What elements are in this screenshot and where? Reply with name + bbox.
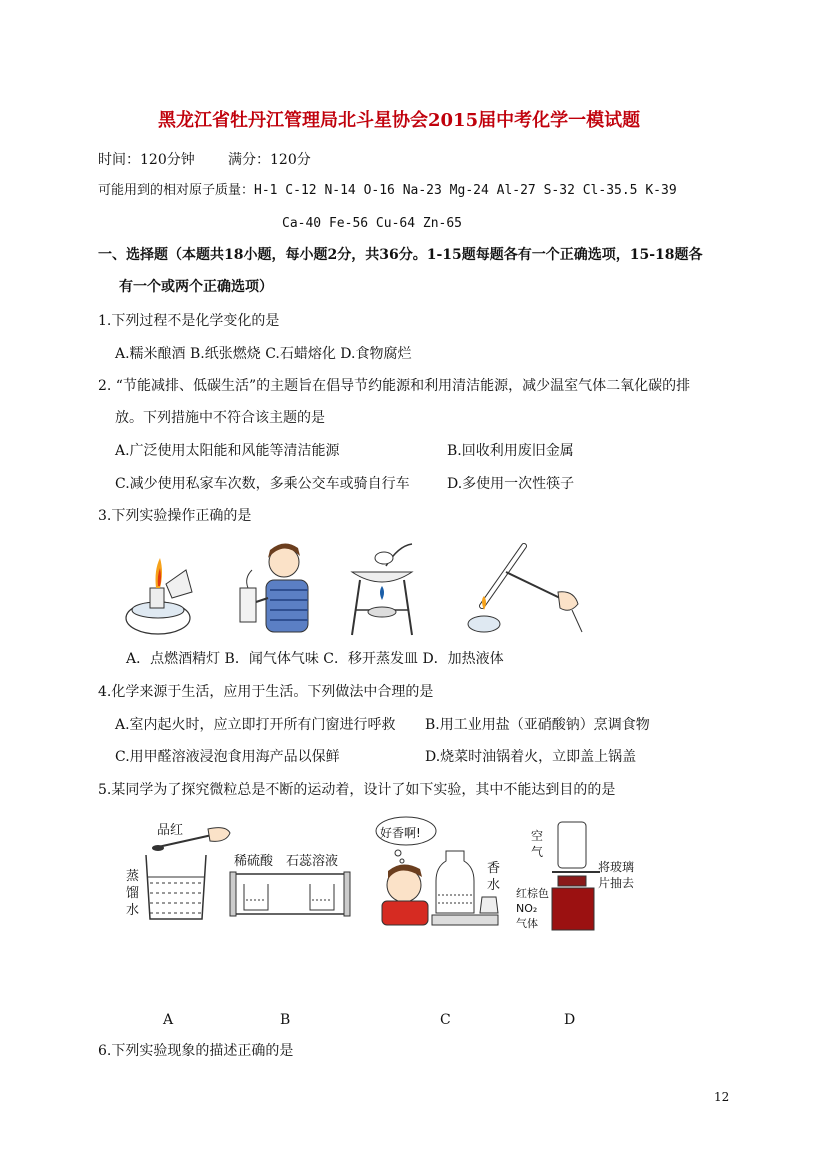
page-number: 12 xyxy=(714,1090,730,1104)
fig-d-label2: 气 xyxy=(531,845,544,859)
fig-a-label2: 蒸 xyxy=(126,869,140,884)
fig-c-label1: 香 xyxy=(487,861,501,876)
fig-b-label2: 石蕊溶液 xyxy=(286,854,339,869)
q2-stem-line1: 2. “节能减排、低碳生活”的主题旨在倡导节约能源和利用清洁能源，减少温室气体二氧化碳的排 xyxy=(98,378,691,394)
fig-d-label7: 气体 xyxy=(516,917,538,930)
fig-d-label3: 将玻璃 xyxy=(598,860,635,874)
fig-letter-a: A xyxy=(163,1012,174,1028)
q3-options: A．点燃酒精灯 B．闻气体气味 C．移开蒸发皿 D．加热液体 xyxy=(126,651,504,667)
q6-stem: 6.下列实验现象的描述正确的是 xyxy=(98,1043,294,1059)
q1-options: A.糯米酿酒 B.纸张燃烧 C.石蜡熔化 D.食物腐烂 xyxy=(115,346,412,362)
fig-letter-b: B xyxy=(280,1012,291,1028)
fig-a-label1: 品红 xyxy=(157,823,184,838)
q5-stem: 5.某同学为了探究微粒总是不断的运动着，设计了如下实验，其中不能达到目的的是 xyxy=(98,782,616,798)
section-heading-line1: 一、选择题（本题共18小题，每小题2分，共36分。1-15题每题各有一个正确选项，15-18题各 xyxy=(98,247,703,263)
document-title: 黑龙江省牡丹江管理局北斗星协会2015届中考化学一模试题 xyxy=(158,110,641,131)
fig-d-label1: 空 xyxy=(531,829,544,843)
fig-c-bubble-text: 好香啊! xyxy=(380,826,421,840)
q2-stem-line2: 放。下列措施中不符合该主题的是 xyxy=(115,410,325,426)
atomic-mass-line2: Ca-40 Fe-56 Cu-64 Zn-65 xyxy=(282,216,463,231)
q3-stem: 3.下列实验操作正确的是 xyxy=(98,508,252,524)
q2-option-c: C.减少使用私家车次数，多乘公交车或骑自行车 xyxy=(115,476,410,492)
q2-option-d: D.多使用一次性筷子 xyxy=(447,476,575,492)
fig-d-label5: 红棕色 xyxy=(516,887,549,900)
fig-d-label6: NO₂ xyxy=(516,902,538,915)
heat-liquid-figure xyxy=(460,540,590,640)
atomic-mass-line1: 可能用到的相对原子质量：H-1 C-12 N-14 O-16 Na-23 Mg-24 Al-27 S-32 Cl-35.5 K-39 xyxy=(98,183,677,198)
q4-option-c: C.用甲醛溶液浸泡食用海产品以保鲜 xyxy=(115,749,340,765)
fig-a-label3: 馏 xyxy=(126,886,140,901)
q4-stem: 4.化学来源于生活，应用于生活。下列做法中合理的是 xyxy=(98,684,434,700)
fig-c-label2: 水 xyxy=(487,878,501,893)
exam-score: 满分：120分 xyxy=(228,152,311,168)
q4-option-d: D.烧菜时油锅着火，立即盖上锅盖 xyxy=(425,749,637,765)
fig-b-label1: 稀硫酸 xyxy=(234,854,274,869)
section-heading-line2: 有一个或两个正确选项） xyxy=(119,279,273,295)
q4-option-a: A.室内起火时，应立即打开所有门窗进行呼救 xyxy=(115,717,396,733)
q2-option-b: B.回收利用废旧金属 xyxy=(447,443,574,459)
fig-a-label4: 水 xyxy=(126,903,140,918)
fig-d-label4: 片抽去 xyxy=(598,876,635,890)
smell-gas-figure xyxy=(228,540,328,640)
q2-option-a: A.广泛使用太阳能和风能等清洁能源 xyxy=(115,443,340,459)
q1-stem: 1.下列过程不是化学变化的是 xyxy=(98,313,280,329)
fig-letter-c: C xyxy=(440,1012,451,1028)
q4-option-b: B.用工业用盐（亚硝酸钠）烹调食物 xyxy=(425,717,650,733)
exam-time: 时间：120分钟 xyxy=(98,152,195,168)
fig-letter-d: D xyxy=(564,1012,576,1028)
figure-b-acid-litmus xyxy=(228,870,352,920)
alcohol-lamp-figure xyxy=(118,540,198,640)
evaporating-dish-figure xyxy=(342,540,422,640)
